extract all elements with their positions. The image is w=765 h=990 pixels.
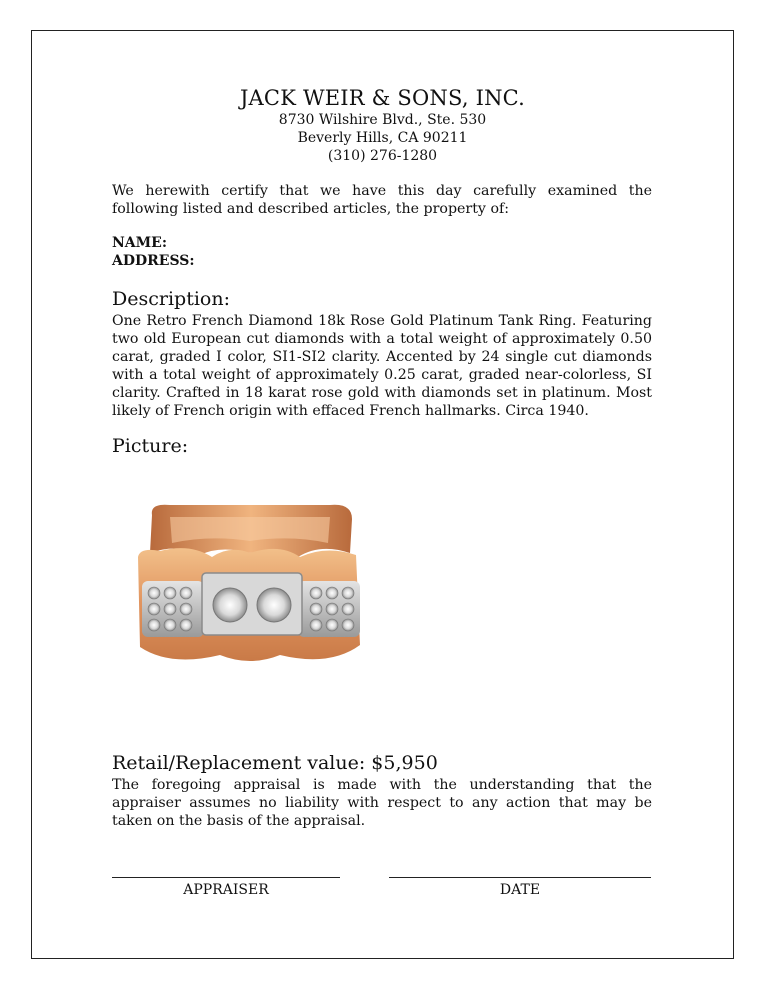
ring-photo xyxy=(130,495,365,670)
address-label: ADDRESS: xyxy=(112,253,195,269)
date-label: DATE xyxy=(499,882,541,898)
appraiser-signature-line xyxy=(112,877,340,878)
phone-number: (310) 276-1280 xyxy=(327,148,438,164)
name-label: NAME: xyxy=(112,235,167,251)
liability-disclaimer: The foregoing appraisal is made with the understanding that the appraiser assumes no liability with respect to any action that may be taken on the basis of the appraisal. xyxy=(112,777,652,829)
appraiser-label: APPRAISER xyxy=(183,882,269,898)
date-signature-line xyxy=(389,877,651,878)
picture-heading: Picture: xyxy=(112,435,189,457)
description-heading: Description: xyxy=(112,288,230,310)
company-name: JACK WEIR & SONS, INC. xyxy=(239,86,526,110)
description-text: One Retro French Diamond 18k Rose Gold Platinum Tank Ring. Featuring two old European cut diamonds with a total weight of approximately 0.50 carat, graded I color, SI1-SI2 clarity. Accented by 24 single cut diamonds with a total weight of approximately 0.25 carat, graded near-colorless, SI clarity. Crafted in 18 karat rose gold with diamonds set in platinum. Most likely of French origin with effaced French hallmarks. Circa 1940. xyxy=(112,313,652,419)
street-address: 8730 Wilshire Blvd., Ste. 530 xyxy=(278,112,487,128)
city-address: Beverly Hills, CA 90211 xyxy=(297,130,468,146)
certify-statement: We herewith certify that we have this day carefully examined the following listed and described articles, the property of: xyxy=(112,183,652,217)
retail-value: Retail/Replacement value: $5,950 xyxy=(112,752,438,774)
